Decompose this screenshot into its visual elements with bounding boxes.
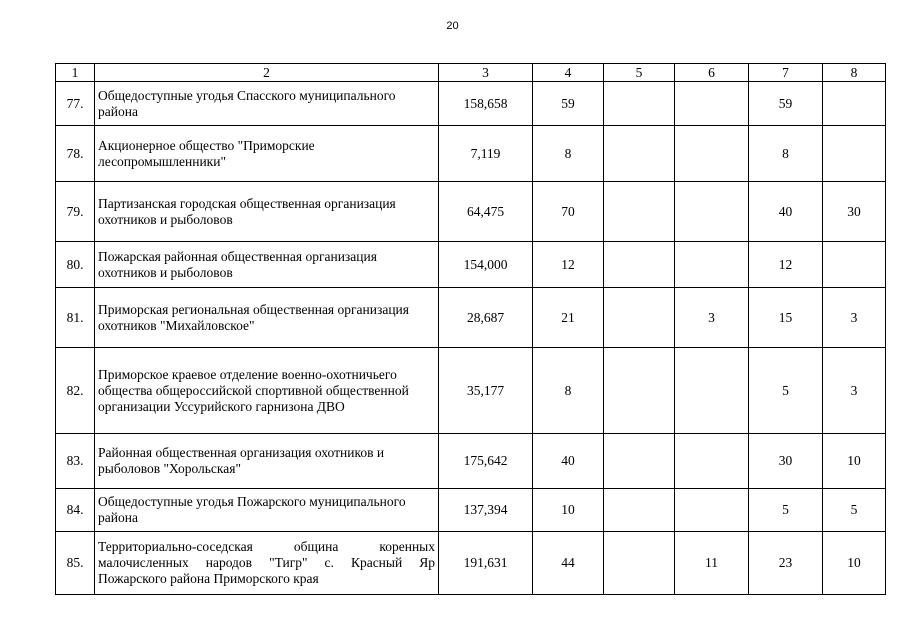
area-value: 158,658 — [439, 82, 533, 126]
table-row — [56, 242, 886, 288]
col7-value: 12 — [749, 242, 823, 288]
col8-value: 10 — [823, 532, 886, 595]
area-value: 64,475 — [439, 182, 533, 242]
row-number: 81. — [56, 288, 95, 348]
table-header-row — [56, 64, 886, 82]
col7-value: 15 — [749, 288, 823, 348]
col6-value — [675, 489, 749, 532]
col6-value — [675, 434, 749, 489]
col8-value: 30 — [823, 182, 886, 242]
column-header: 5 — [604, 64, 675, 82]
column-header: 8 — [823, 64, 886, 82]
organization-name: Пожарская районная общественная организация охотников и рыболовов — [95, 242, 439, 288]
area-value: 7,119 — [439, 126, 533, 182]
organization-name: Акционерное общество "Приморские лесопромышленники" — [95, 126, 439, 182]
col7-value: 5 — [749, 348, 823, 434]
organization-name: Территориально-соседская община коренных малочисленных народов "Тигр" с. Красный Яр Пожарского района Приморского края — [95, 532, 439, 595]
col7-value: 23 — [749, 532, 823, 595]
col4-value: 12 — [533, 242, 604, 288]
col4-value: 8 — [533, 348, 604, 434]
col5-value — [604, 489, 675, 532]
organization-name: Районная общественная организация охотников и рыболовов "Хорольская" — [95, 434, 439, 489]
hunting-grounds-table — [55, 63, 886, 595]
col8-value: 3 — [823, 288, 886, 348]
column-header: 4 — [533, 64, 604, 82]
table-row — [56, 532, 886, 595]
col6-value — [675, 82, 749, 126]
row-number: 83. — [56, 434, 95, 489]
col5-value — [604, 434, 675, 489]
column-header: 1 — [56, 64, 95, 82]
row-number: 79. — [56, 182, 95, 242]
col6-value: 3 — [675, 288, 749, 348]
col4-value: 59 — [533, 82, 604, 126]
col7-value: 30 — [749, 434, 823, 489]
col5-value — [604, 82, 675, 126]
area-value: 35,177 — [439, 348, 533, 434]
col6-value — [675, 348, 749, 434]
col8-value: 10 — [823, 434, 886, 489]
table-row — [56, 434, 886, 489]
row-number: 80. — [56, 242, 95, 288]
col7-value: 40 — [749, 182, 823, 242]
organization-name: Приморское краевое отделение военно-охотничьего общества общероссийской спортивной общественной организации Уссурийского гарнизона ДВО — [95, 348, 439, 434]
organization-name: Партизанская городская общественная организация охотников и рыболовов — [95, 182, 439, 242]
col8-value — [823, 82, 886, 126]
column-header: 6 — [675, 64, 749, 82]
col5-value — [604, 182, 675, 242]
col6-value — [675, 242, 749, 288]
col4-value: 40 — [533, 434, 604, 489]
row-number: 85. — [56, 532, 95, 595]
col4-value: 10 — [533, 489, 604, 532]
column-header: 3 — [439, 64, 533, 82]
area-value: 175,642 — [439, 434, 533, 489]
col6-value — [675, 126, 749, 182]
col6-value: 11 — [675, 532, 749, 595]
row-number: 84. — [56, 489, 95, 532]
col5-value — [604, 288, 675, 348]
table-row — [56, 182, 886, 242]
table-row — [56, 288, 886, 348]
area-value: 154,000 — [439, 242, 533, 288]
col5-value — [604, 532, 675, 595]
col4-value: 70 — [533, 182, 604, 242]
col4-value: 21 — [533, 288, 604, 348]
col7-value: 8 — [749, 126, 823, 182]
area-value: 191,631 — [439, 532, 533, 595]
area-value: 28,687 — [439, 288, 533, 348]
col8-value — [823, 242, 886, 288]
table-row — [56, 126, 886, 182]
table-row — [56, 489, 886, 532]
col7-value: 5 — [749, 489, 823, 532]
col7-value: 59 — [749, 82, 823, 126]
col8-value — [823, 126, 886, 182]
column-header: 2 — [95, 64, 439, 82]
col5-value — [604, 242, 675, 288]
table-row — [56, 348, 886, 434]
col8-value: 3 — [823, 348, 886, 434]
col5-value — [604, 126, 675, 182]
row-number: 77. — [56, 82, 95, 126]
col5-value — [604, 348, 675, 434]
col4-value: 8 — [533, 126, 604, 182]
row-number: 78. — [56, 126, 95, 182]
page-number: 20 — [446, 20, 459, 32]
organization-name: Приморская региональная общественная организация охотников "Михайловское" — [95, 288, 439, 348]
organization-name: Общедоступные угодья Пожарского муниципального района — [95, 489, 439, 532]
area-value: 137,394 — [439, 489, 533, 532]
col4-value: 44 — [533, 532, 604, 595]
table-row — [56, 82, 886, 126]
organization-name: Общедоступные угодья Спасского муниципального района — [95, 82, 439, 126]
col6-value — [675, 182, 749, 242]
column-header: 7 — [749, 64, 823, 82]
row-number: 82. — [56, 348, 95, 434]
col8-value: 5 — [823, 489, 886, 532]
